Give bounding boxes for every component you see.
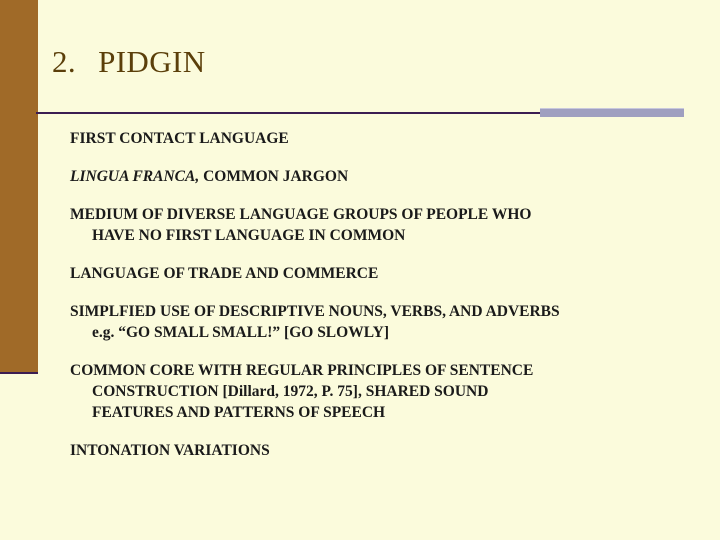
- bullet-line: INTONATION VARIATIONS: [70, 442, 270, 459]
- page-title: [52, 44, 692, 96]
- bullet-line: COMMON CORE WITH REGULAR PRINCIPLES OF SENTENCE: [70, 362, 534, 379]
- bullet-line-continued: CONSTRUCTION [Dillard, 1972, P. 75], SHARED SOUND: [92, 383, 489, 400]
- bullet-line-continued-2: FEATURES AND PATTERNS OF SPEECH: [92, 404, 386, 421]
- bullet-medium-of-diverse-language-groups: [70, 204, 710, 246]
- bullet-line-continued: e.g. “GO SMALL SMALL!” [GO SLOWLY]: [92, 324, 389, 341]
- bullet-common-core: [70, 360, 710, 423]
- left-decorative-bar: [0, 0, 38, 540]
- bullet-line: LANGUAGE OF TRADE AND COMMERCE: [70, 265, 379, 282]
- bullet-line: COMMON JARGON: [199, 168, 349, 185]
- bullet-line: SIMPLFIED USE OF DESCRIPTIVE NOUNS, VERBS, AND ADVERBS: [70, 303, 560, 320]
- title-label: PIDGIN: [98, 44, 206, 79]
- bullet-italic-lead: LINGUA FRANCA,: [70, 168, 200, 185]
- bullet-intonation-variations: [70, 440, 710, 461]
- bullet-first-contact-language: [70, 128, 710, 149]
- title-underline-accent: [540, 108, 684, 117]
- bullet-language-of-trade: [70, 263, 710, 284]
- left-bar-upper: [0, 0, 38, 372]
- bullet-simplified-use: [70, 301, 710, 343]
- bullet-line: FIRST CONTACT LANGUAGE: [70, 130, 289, 147]
- left-bar-lower: [0, 372, 38, 540]
- body-content: [70, 128, 710, 478]
- bullet-line-continued: HAVE NO FIRST LANGUAGE IN COMMON: [92, 227, 406, 244]
- bullet-line: MEDIUM OF DIVERSE LANGUAGE GROUPS OF PEOPLE WHO: [70, 206, 532, 223]
- bullet-lingua-franca: [70, 166, 710, 187]
- left-bar-divider: [0, 372, 38, 374]
- title-number: 2.: [52, 44, 77, 79]
- title-line: [52, 44, 692, 80]
